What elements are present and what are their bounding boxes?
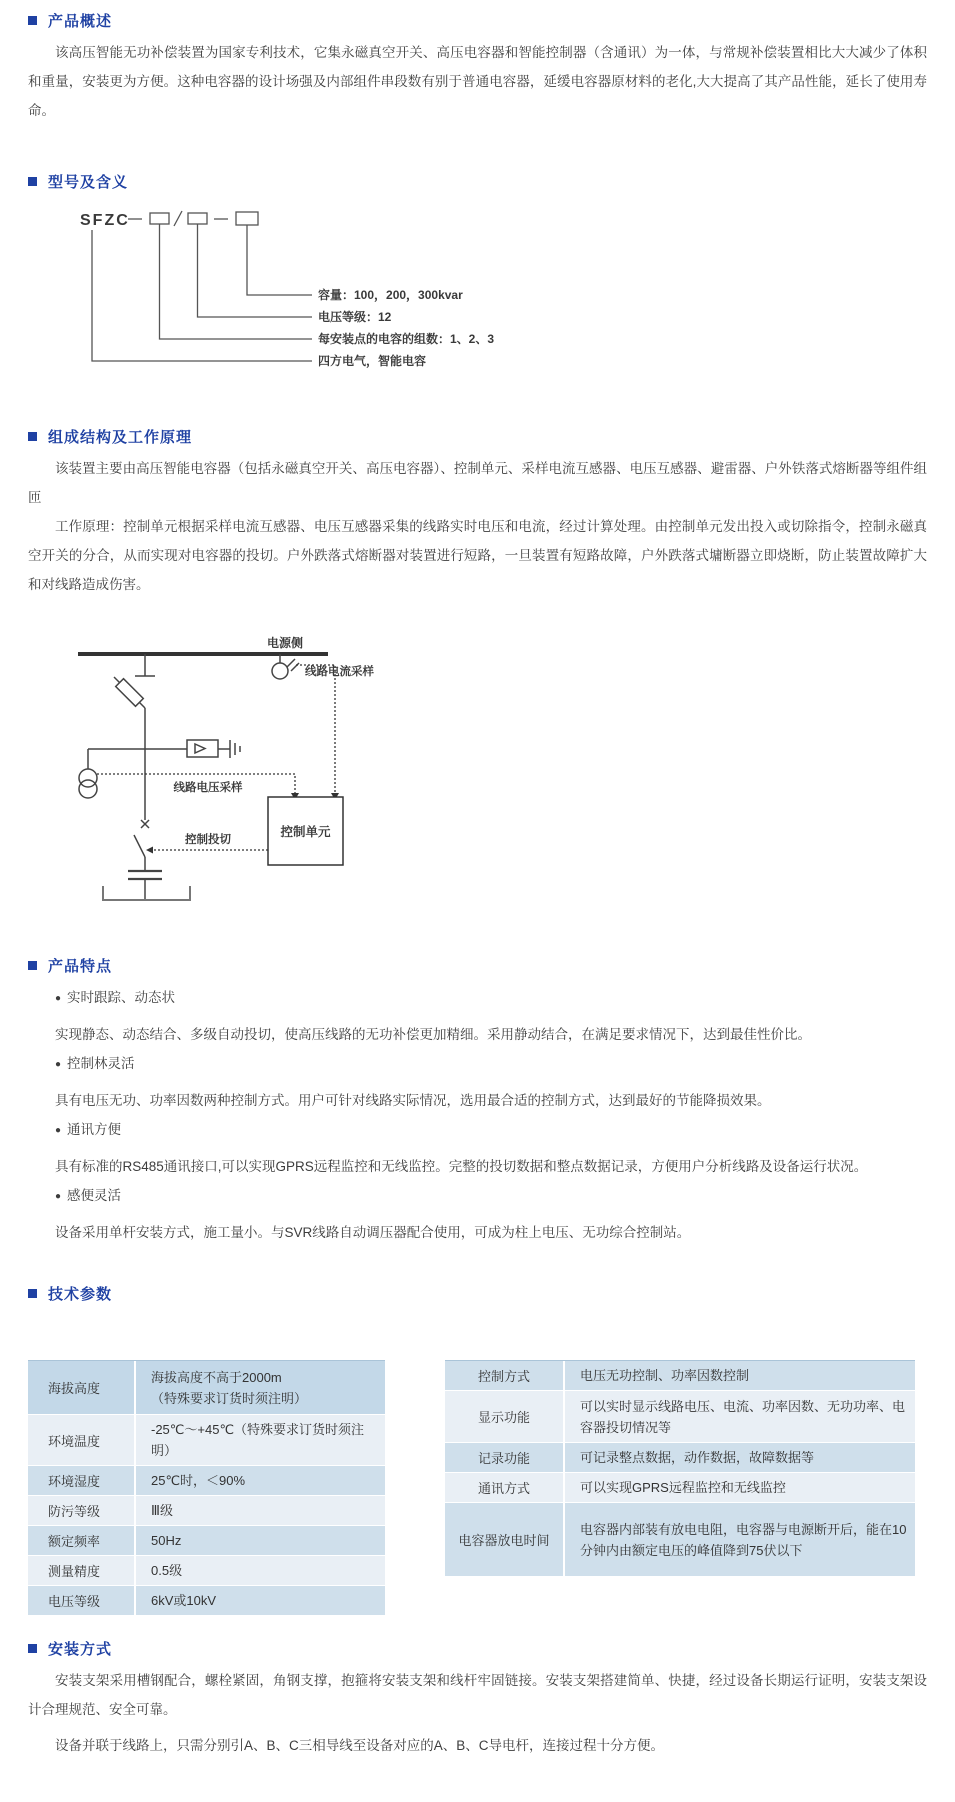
spec-label: 电压等级 (28, 1586, 136, 1615)
spec-label: 环境温度 (28, 1415, 136, 1465)
table-row (28, 1496, 385, 1526)
spec-label: 海拔高度 (28, 1361, 136, 1414)
spec-value: 50Hz (151, 1533, 182, 1548)
heading-structure-principle (28, 426, 927, 447)
section-product-features (28, 955, 927, 1247)
install-paragraph-2: 设备并联于线路上，只需分别引A、B、C三相导线至设备对应的A、B、C导电杆，连接过程十分方便。 (55, 1738, 665, 1753)
heading-text: 安装方式 (48, 1641, 113, 1658)
square-bullet-icon (28, 961, 37, 970)
structure-paragraph-1: 该装置主要由高压智能电容器（包括永磁真空开关、高压电容器）、控制单元、采样电流互感器、电压互感器、避雷器、户外铁落式熔断器等组件组匝 (28, 461, 927, 505)
heading-text: 组成结构及工作原理 (48, 429, 193, 446)
diagram-label-control-unit: 控制单元 (280, 825, 331, 839)
model-callout-brand: 四方电气，智能电容 (318, 354, 427, 368)
spec-value: 电压无功控制、功率因数控制 (580, 1368, 750, 1383)
model-designation-diagram (80, 206, 510, 386)
spec-value: 25℃时，＜90% (151, 1473, 246, 1488)
heading-text: 技术参数 (48, 1286, 113, 1303)
spec-value: 6kV或10kV (151, 1593, 217, 1608)
feature-item-desc: 设备采用单杆安装方式，施工量小。与SVR线路自动调压器配合使用，可成为柱上电压、无功综合控制站。 (55, 1225, 691, 1240)
dot-bullet-icon: ● (55, 993, 62, 1004)
spec-value: 可以实现GPRS远程监控和无线监控 (580, 1480, 786, 1495)
square-bullet-icon (28, 177, 37, 186)
table-row (445, 1391, 915, 1443)
diagram-label-control-switching: 控制投切 (185, 834, 231, 846)
environment-spec-table (28, 1360, 385, 1616)
square-bullet-icon (28, 1289, 37, 1298)
heading-model-meaning (28, 171, 927, 192)
table-row (445, 1443, 915, 1473)
dot-bullet-icon: ● (55, 1191, 62, 1202)
dot-bullet-icon: ● (55, 1059, 62, 1070)
spec-value: 可以实时显示线路电压、电流、功率因数、无功功率、电容器投切情况等 (580, 1398, 906, 1435)
spec-label: 电容器放电时间 (445, 1503, 565, 1576)
feature-item-desc: 具有电压无功、功率因数两种控制方式。用户可针对线路实际情况，选用最合适的控制方式，达到最好的节能降损效果。 (55, 1093, 771, 1108)
spec-value: 0.5级 (151, 1563, 183, 1578)
spec-label: 环境湿度 (28, 1466, 136, 1495)
spec-tables (28, 1360, 927, 1616)
spec-label: 控制方式 (445, 1361, 565, 1390)
square-bullet-icon (28, 432, 37, 441)
feature-item-title: ● 控制林灵活 (55, 1056, 135, 1071)
section-structure-principle (28, 426, 927, 911)
function-spec-table (445, 1360, 915, 1577)
install-paragraph-1: 安装支架采用槽钢配合，螺栓紧固，角钢支撑，抱箍将安装支架和线杆牢固链接。安装支架搭建简单、快捷，经过设备长期运行证明，安装支架设计合理规范、安全可靠。 (28, 1673, 927, 1717)
feature-item-desc: 实现静态、动态结合、多级自动投切，使高压线路的无功补偿更加精细。采用静动结合，在满足要求情况下，达到最佳性价比。 (55, 1027, 811, 1042)
table-row (28, 1361, 385, 1415)
spec-value: -25℃～+45℃（特殊要求订货时须注明） (151, 1422, 365, 1458)
heading-product-overview (28, 10, 927, 31)
dot-bullet-icon: ● (55, 1125, 62, 1136)
model-callout-capacity: 容量：100，200，300kvar (318, 288, 463, 302)
heading-installation (28, 1638, 927, 1659)
table-row (28, 1415, 385, 1466)
table-row (445, 1503, 915, 1577)
diagram-label-power-side: 电源侧 (266, 636, 304, 650)
spec-label: 记录功能 (445, 1443, 565, 1472)
model-code: SFZC (80, 212, 130, 229)
heading-text: 型号及含义 (48, 174, 129, 191)
spec-value: 可记录整点数据，动作数据，故障数据等 (580, 1450, 815, 1465)
square-bullet-icon (28, 1644, 37, 1653)
table-row (445, 1473, 915, 1503)
heading-technical-parameters (28, 1283, 927, 1304)
feature-item-title: ● 感便灵活 (55, 1188, 122, 1203)
spec-value: 海拔高度不高于2000m （特殊要求订货时须注明） (151, 1369, 308, 1406)
section-product-overview (28, 10, 927, 125)
feature-item-title: ● 实时跟踪、动态状 (55, 990, 176, 1005)
heading-text: 产品特点 (48, 958, 113, 975)
spec-label: 测量精度 (28, 1556, 136, 1585)
table-row (28, 1466, 385, 1496)
wiring-principle-diagram (40, 609, 400, 911)
table-row (28, 1556, 385, 1586)
heading-text: 产品概述 (48, 13, 113, 30)
section-installation (28, 1638, 927, 1760)
feature-item-desc: 具有标准的RS485通讯接口,可以实现GPRS远程监控和无线监控。完整的投切数据和整点数据记录，方便用户分析线路及设备运行状况。 (55, 1159, 868, 1174)
spec-label: 额定频率 (28, 1526, 136, 1555)
overview-paragraph: 该高压智能无功补偿装置为国家专利技术，它集永磁真空开关、高压电容器和智能控制器（含通讯）为一体，与常规补偿装置相比大大减少了体积和重量，安装更为方便。这种电容器的设计场强及内部组件串段数有别于普通电容器，延缓电容器原材料的老化,大大提高了其产品性能，延长了使用寿命。 (28, 45, 927, 118)
diagram-label-current-sampling: 线路电流采样 (305, 666, 374, 678)
square-bullet-icon (28, 16, 37, 25)
table-row (445, 1361, 915, 1391)
model-callout-groups: 每安装点的电容的组数：1、2、3 (318, 332, 495, 346)
spec-value: Ⅲ级 (151, 1503, 173, 1518)
section-model-meaning (28, 171, 927, 386)
structure-paragraph-2: 工作原理：控制单元根据采样电流互感器、电压互感器采集的线路实时电压和电流，经过计算处理。由控制单元发出投入或切除指令，控制永磁真空开关的分合，从而实现对电容器的投切。户外跌落式熔断器对装置进行短路，一旦装置有短路故障，户外跌落式墉断器立即烧断，防止装置故障扩大和对线路造成伤害。 (28, 519, 927, 592)
feature-item-title: ● 通讯方便 (55, 1122, 122, 1137)
heading-product-features (28, 955, 927, 976)
table-row (28, 1586, 385, 1616)
table-row (28, 1526, 385, 1556)
spec-label: 防污等级 (28, 1496, 136, 1525)
section-technical-parameters (28, 1283, 927, 1616)
model-callout-voltage-level: 电压等级：12 (318, 310, 392, 324)
spec-label: 显示功能 (445, 1391, 565, 1442)
diagram-label-voltage-sampling: 线路电压采样 (173, 782, 243, 794)
spec-label: 通讯方式 (445, 1473, 565, 1502)
spec-value: 电容器内部装有放电电阻，电容器与电源断开后，能在10分钟内由额定电压的峰值降到75伏以下 (580, 1521, 907, 1558)
